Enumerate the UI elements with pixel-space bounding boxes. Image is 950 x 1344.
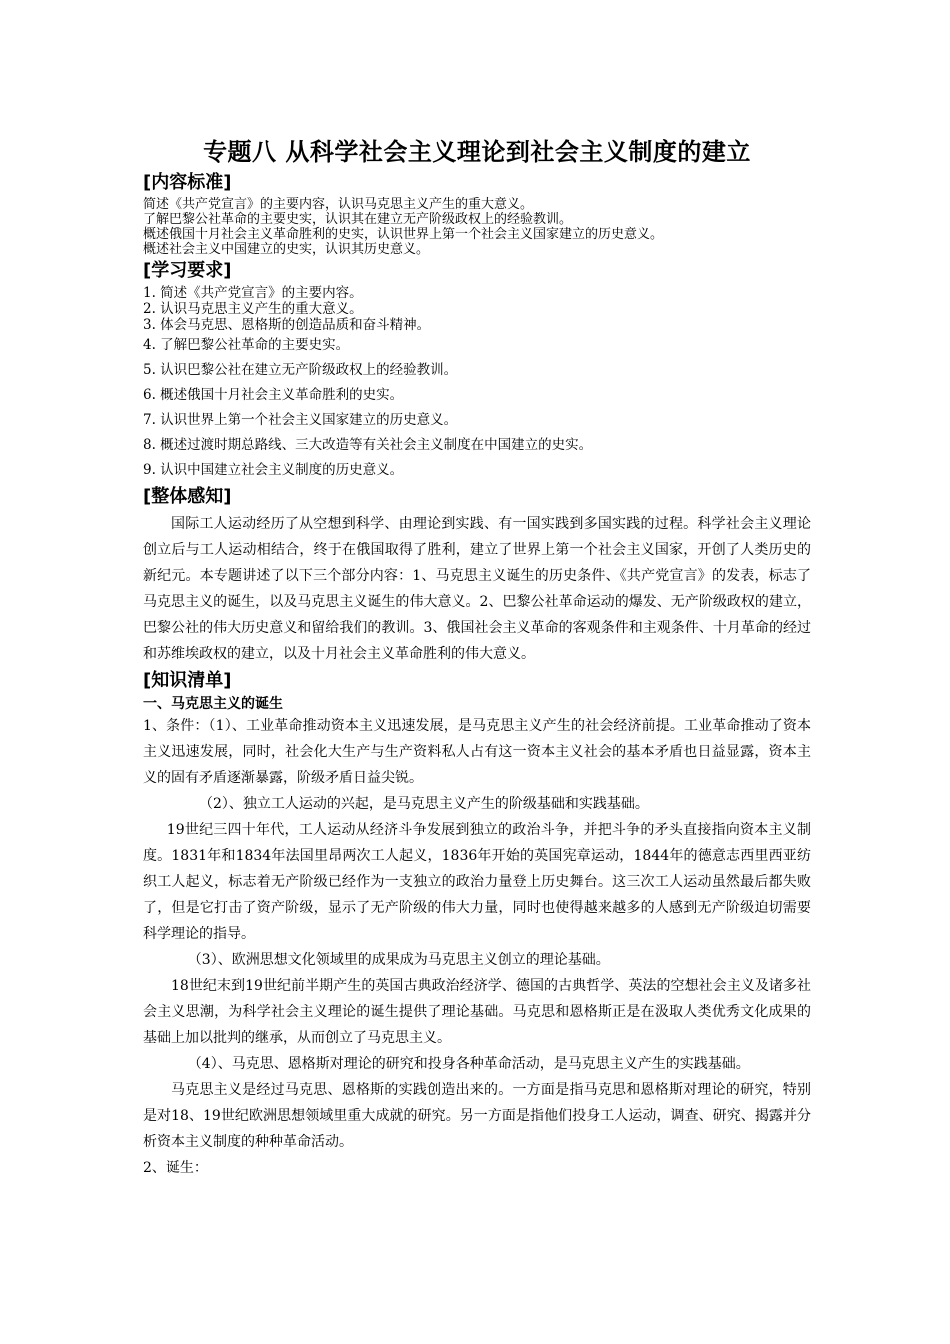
knowledge-paragraph: 18世纪末到19世纪前半期产生的英国古典政治经济学、德国的古典哲学、英法的空想社会主义及诸多社会主义思潮，为科学社会主义理论的诞生提供了理论基础。马克思和恩格斯正是在汲取人类优秀文化成果的基础上加以批判的继承，从而创立了马克思主义。 [143,978,811,1046]
knowledge-paragraph: （3）、欧洲思想文化领域里的成果成为马克思主义创立的理论基础。 [187,952,610,968]
knowledge-subheading: 一、马克思主义的诞生 [143,696,283,712]
section-heading-standard: [内容标准] [143,172,232,193]
requirement-item: 5. 认识巴黎公社在建立无产阶级政权上的经验教训。 [143,362,458,378]
standard-list [143,197,811,257]
knowledge-paragraph: 马克思主义是经过马克思、恩格斯的实践创造出来的。一方面是指马克思和恩格斯对理论的研究，特别是对18、19世纪欧洲思想领域里重大成就的研究。另一方面是指他们投身工人运动，调查、研究、揭露并分析资本主义制度的种种革命活动。 [143,1082,811,1150]
knowledge-paragraph: （2）、独立工人运动的兴起，是马克思主义产生的阶级基础和实践基础。 [199,796,649,812]
requirement-item: 4. 了解巴黎公社革命的主要史实。 [143,337,350,353]
section-heading-overview: [整体感知] [143,486,232,507]
standard-line: 简述《共产党宣言》的主要内容，认识马克思主义产生的重大意义。 [143,197,534,212]
document-content [143,132,811,1181]
knowledge-paragraph: 2、诞生： [143,1160,208,1176]
knowledge-paragraph: 1、条件：（1）、工业革命推动资本主义迅速发展，是马克思主义产生的社会经济前提。工业革命推动了资本主义迅速发展，同时，社会化大生产与生产资料私人占有这一资本主义社会的基本矛盾也日益显露，资本主义的固有矛盾逐渐暴露，阶级矛盾日益尖锐。 [143,718,811,786]
overview-body [143,511,811,667]
requirement-item: 1. 简述《共产党宣言》的主要内容。 [143,285,363,301]
section-heading-requirements: [学习要求] [143,260,232,281]
requirement-item: 2. 认识马克思主义产生的重大意义。 [143,301,363,317]
standard-line: 概述俄国十月社会主义革命胜利的史实，认识世界上第一个社会主义国家建立的历史意义。 [143,227,664,242]
requirement-item: 6. 概述俄国十月社会主义革命胜利的史实。 [143,387,404,403]
document-title: 专题八 从科学社会主义理论到社会主义制度的建立 [203,138,751,166]
requirement-item: 7. 认识世界上第一个社会主义国家建立的历史意义。 [143,412,458,428]
standard-line: 了解巴黎公社革命的主要史实，认识其在建立无产阶级政权上的经验教训。 [143,212,573,227]
knowledge-paragraph: 19世纪三四十年代，工人运动从经济斗争发展到独立的政治斗争，并把斗争的矛头直接指向资本主义制度。1831年和1834年法国里昂两次工人起义，1836年开始的英国宪章运动，1844年的德意志西里西亚纺织工人起义，标志着无产阶级已经作为一支独立的政治力量登上历史舞台。这三次工人运动虽然最后都失败了，但是它打击了资产阶级，显示了无产阶级的伟大力量，同时也使得越来越多的人感到无产阶级迫切需要科学理论的指导。 [143,822,811,942]
knowledge-paragraph: （4）、马克思、恩格斯对理论的研究和投身各种革命活动，是马克思主义产生的实践基础。 [187,1056,750,1072]
requirement-item: 9. 认识中国建立社会主义制度的历史意义。 [143,462,404,478]
overview-paragraph: 国际工人运动经历了从空想到科学、由理论到实践、有一国实践到多国实践的过程。科学社会主义理论创立后与工人运动相结合，终于在俄国取得了胜利，建立了世界上第一个社会主义国家，开创了人类历史的新纪元。本专题讲述了以下三个部分内容：1、马克思主义诞生的历史条件、《共产党宣言》的发表，标志了马克思主义的诞生，以及马克思主义诞生的伟大意义。2、巴黎公社革命运动的爆发、无产阶级政权的建立，巴黎公社的伟大历史意义和留给我们的教训。3、俄国社会主义革命的客观条件和主观条件、十月革命的经过和苏维埃政权的建立，以及十月社会主义革命胜利的伟大意义。 [143,516,811,662]
knowledge-body [143,713,811,1181]
standard-line: 概述社会主义中国建立的史实，认识其历史意义。 [143,242,430,257]
requirement-item: 8. 概述过渡时期总路线、三大改造等有关社会主义制度在中国建立的史实。 [143,437,593,453]
requirements-list [143,285,811,483]
requirement-item: 3. 体会马克思、恩格斯的创造品质和奋斗精神。 [143,317,431,333]
section-heading-knowledge: [知识清单] [143,670,232,691]
